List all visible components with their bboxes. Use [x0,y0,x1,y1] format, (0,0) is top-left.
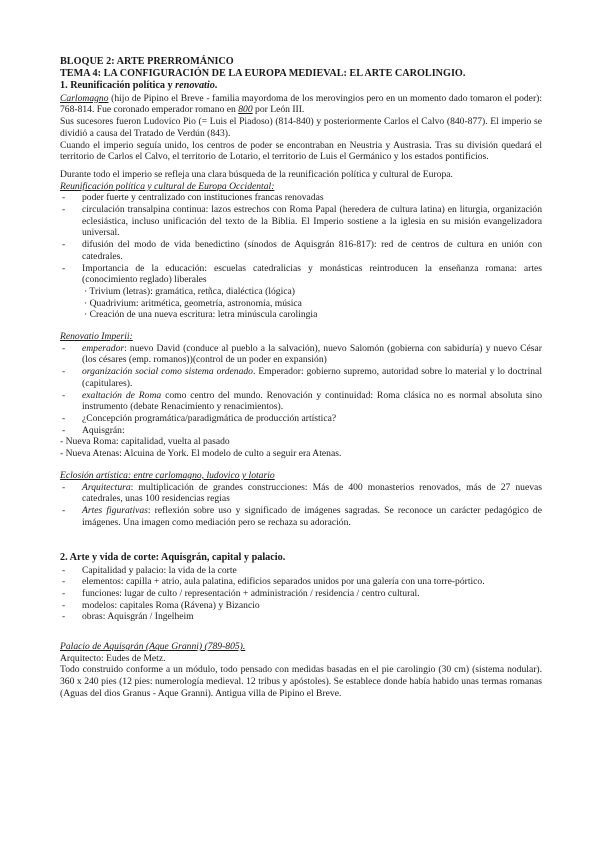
list-item: - circulación transalpina continua: lazos estrechos con Roma Papal (heredera de cultura latina) en liturgia, organización eclesiástica, incluso unificación del texto de la Biblia. El Imperio sostiene a la iglesia en su misión evangelizadora universal. [60,204,542,239]
document-page [60,56,542,700]
list-item: - Capitalidad y palacio: la vida de la corte [60,565,542,577]
palacio-paragraph: Todo construido conforme a un módulo, todo pensado con medidas basadas en el pie carolingio (30 cm) (sistema nodular). 360 x 240 pies (12 pies: numerología medieval. 12 tribus y apóstoles). Se establece donde había habido unas termas romanas (Aguas del dios Granus - Aque Granni). Antigua villa de Pipino el Breve. [60,664,542,699]
section-2-title: 2. Arte y vida de corte: Aquisgrán, capital y palacio. [60,552,286,564]
block-title: BLOQUE 2: ARTE PRERROMÁNICO [60,56,234,67]
intro-paragraph-1: Carlomagno (hijo de Pipino el Breve - familia mayordoma de los merovingios pero en un momento dado tomaron el poder): 768-814. Fue coronado emperador romano en 800 por León III. [60,92,542,116]
list-item: - elementos: capilla + atrio, aula palatina, edificios separados unidos por una galería con una torre-pórtico. [60,576,542,588]
intro-paragraph-4: Durante todo el imperio se refleja una clara búsqueda de la reunificación política y cultural de Europa. [60,168,453,180]
eclosion-heading: Eclosión artística: entre carlomagno, ludovico y lotario [60,469,275,481]
nueva-atenas-line: - Nueva Atenas: Alcuina de York. El modelo de culto a seguir era Atenas. [60,448,342,460]
nueva-roma-line: - Nueva Roma: capitalidad, vuelta al pasado [60,436,230,448]
list-item: - Aquisgrán: [60,425,542,437]
intro-paragraph-2: Sus sucesores fueron Ludovico Pio (= Luis el Piadoso) (814-840) y posteriormente Carlos el Calvo (840-877). El imperio se dividió a causa del Tratado de Verdún (843). [60,116,542,139]
list-item: - poder fuerte y centralizado con instituciones francas renovadas [60,192,542,204]
list-item: - Importancia de la educación: escuelas catedralicias y monásticas reintroducen la enseñanza romana: artes (conocimiento reglado) liberales [60,263,542,286]
list-item: - exaltación de Roma como centro del mundo. Renovación y continuidad: Roma clásica no es normal absoluta sino instrumento (debate Renacimiento y renacimientos). [60,390,542,413]
reunificacion-heading: Reunificación política y cultural de Europa Occidental: [60,180,275,192]
list-item: - modelos: capitales Roma (Rávena) y Bizancio [60,600,542,612]
section-2-list [60,565,542,624]
list-item: - organización social como sistema ordenado. Emperador: gobierno supremo, autoridad sobre lo material y lo doctrinal (capitulares). [60,366,542,389]
topic-title: TEMA 4: LA CONFIGURACIÓN DE LA EUROPA MEDIEVAL: EL ARTE CAROLINGIO. [60,68,466,80]
intro-paragraph-3: Cuando el imperio seguía unido, los centros de poder se encontraban en Neustria y Austrasia. Tras su división quedará el territorio de Carlos el Calvo, el territorio de Lotario, el territorio de Luis el Germánico y los estados pontificios. [60,139,542,163]
renovatio-heading: Renovatio Imperii: [60,331,133,343]
sublist-item: · Creación de una nueva escritura: letra minúscula carolingia [84,309,318,321]
sublist-item: · Quadrivium: aritmética, geometría, astronomía, música [84,297,302,309]
list-item: - Arquitectura: multiplicación de grandes construcciones: Más de 400 monasterios renovados, más de 27 nuevas catedrales, unas 100 residencias regias [60,482,542,505]
section-1-title: 1. Reunificación política y renovatio. [60,80,218,92]
list-item: - Artes figurativas: reflexión sobre uso y significado de imágenes sagradas. Se reconoce un carácter pedagógico de imágenes. Una imagen como mediación pero se rechaza su adoración. [60,505,542,528]
list-item: - obras: Aquisgrán / Ingelheim [60,611,542,623]
list-item: - funciones: lugar de culto / representación + administración / residencia / centro cultural. [60,588,542,600]
artes-liberales-sublist [60,286,542,321]
architect-line: Arquitecto: Eudes de Metz. [60,652,166,664]
sublist-item: · Trivium (letras): gramática, retñca, dialéctica (lógica) [84,285,295,297]
reunificacion-list [60,192,542,286]
renovatio-list [60,343,542,437]
eclosion-list [60,482,542,529]
palacio-heading: Palacio de Aquisgrán (Aque Granni) (789-805). [60,641,246,653]
list-item: - difusión del modo de vida benedictino (sínodos de Aquisgrán 816-817): red de centros de cultura en unión con catedrales. [60,239,542,262]
list-item: - emperador: nuevo David (conduce al pueblo a la salvación), nuevo Salomón (gobierna con sabiduría) y nuevo César (los césares (emp. romanos))(control de un poder en expansión) [60,343,542,366]
list-item: - ¿Concepción programática/paradigmática de producción artística? [60,413,542,425]
